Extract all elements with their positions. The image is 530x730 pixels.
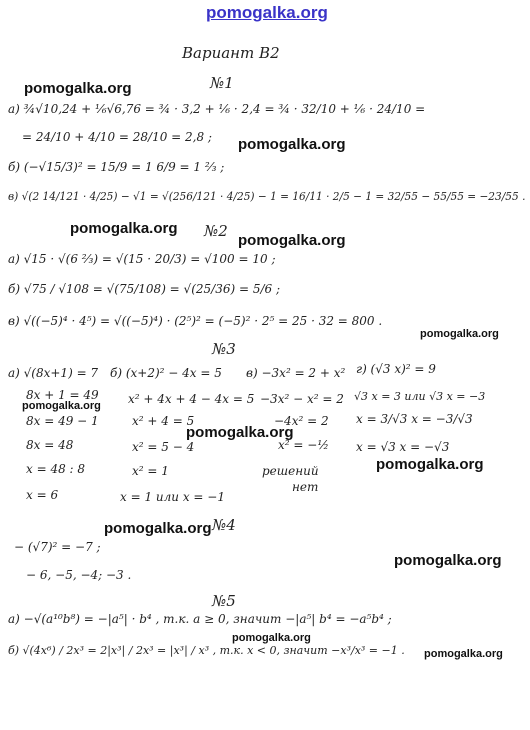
task-3d-line: x = √3 x = −√3 (356, 440, 450, 454)
task-3c-line: нет (292, 480, 319, 494)
watermark-text: pomogalka.org (24, 80, 132, 97)
task-3c-line: в) −3x² = 2 + x² (246, 366, 346, 380)
watermark-text: pomogalka.org (376, 456, 484, 473)
task-4-line-2: − 6, −5, −4; −3 . (26, 568, 132, 582)
task-3c-line: −3x² − x² = 2 (260, 392, 344, 406)
task-5-number: №5 (212, 592, 236, 610)
task-5-line-a: а) −√(a¹⁰b⁸) = −|a⁵| · b⁴ , т.к. a ≥ 0, значит −|a⁵| b⁴ = −a⁵b⁴ ; (8, 612, 392, 626)
task-2-line-a: а) √15 · √(6 ⅔) = √(15 · 20/3) = √100 = 10 ; (8, 252, 276, 266)
watermark-text: pomogalka.org (22, 400, 101, 412)
task-3b-line: x = 1 или x = −1 (120, 490, 225, 504)
task-4-number: №4 (212, 516, 236, 534)
variant-title: Вариант В2 (182, 44, 280, 62)
task-3-number: №3 (212, 340, 236, 358)
task-3b-line: x² + 4 = 5 (132, 414, 195, 428)
task-1-line-b: б) (−√15/3)² = 15/9 = 1 6/9 = 1 ⅔ ; (8, 160, 225, 174)
task-3a-line: 8x + 1 = 49 (26, 388, 99, 402)
watermark-text: pomogalka.org (420, 328, 499, 340)
watermark-text: pomogalka.org (70, 220, 178, 237)
task-3a-line: 8x = 48 (26, 438, 74, 452)
task-2-line-b: б) √75 / √108 = √(75/108) = √(25/36) = 5/6 ; (8, 282, 280, 296)
task-3c-line: x² = −½ (278, 438, 329, 452)
task-1-line-a2: = 24/10 + 4/10 = 28/10 = 2,8 ; (22, 130, 212, 144)
task-3a-line: x = 48 : 8 (26, 462, 86, 476)
task-1-number: №1 (210, 74, 234, 92)
watermark-text: pomogalka.org (424, 648, 503, 660)
task-2-number: №2 (204, 222, 228, 240)
task-1-line-a: а) ¾√10,24 + ⅙√6,76 = ¾ · 3,2 + ⅙ · 2,4 = ¾ · 32/10 + ⅙ · 24/10 = (8, 102, 426, 116)
task-3d-line: г) (√3 x)² = 9 (356, 362, 436, 376)
watermark-text: pomogalka.org (394, 552, 502, 569)
task-3c-line: −4x² = 2 (274, 414, 329, 428)
site-header-link[interactable]: pomogalka.org (206, 3, 328, 22)
watermark-text: pomogalka.org (186, 424, 294, 441)
task-5-line-b: б) √(4x⁶) / 2x³ = 2|x³| / 2x³ = |x³| / x³ , т.к. x < 0, значит −x³/x³ = −1 . (8, 644, 405, 657)
task-3d-line: x = 3/√3 x = −3/√3 (356, 412, 473, 426)
task-3b-line: x² + 4x + 4 − 4x = 5 (128, 392, 255, 406)
task-1-line-c: в) √(2 14/121 · 4/25) − √1 = √(256/121 · 4/25) − 1 = 16/11 · 2/5 − 1 = 32/55 − 55/55 = −23/55 . (8, 190, 526, 203)
task-3b-line: x² = 5 − 4 (132, 440, 195, 454)
task-3c-line: решений (262, 464, 319, 478)
task-3a-line: x = 6 (26, 488, 59, 502)
task-3a-line: а) √(8x+1) = 7 (8, 366, 99, 380)
task-3b-line: б) (x+2)² − 4x = 5 (110, 366, 222, 380)
task-3d-line: √3 x = 3 или √3 x = −3 (354, 390, 486, 403)
task-4-line-1: − (√7)² = −7 ; (14, 540, 101, 554)
watermark-text: pomogalka.org (104, 520, 212, 537)
watermark-text: pomogalka.org (232, 632, 311, 644)
task-3a-line: 8x = 49 − 1 (26, 414, 99, 428)
task-2-line-c: в) √((−5)⁴ · 4⁵) = √((−5)⁴) · (2⁵)² = (−5)² · 2⁵ = 25 · 32 = 800 . (8, 314, 383, 328)
watermark-text: pomogalka.org (238, 136, 346, 153)
watermark-text: pomogalka.org (238, 232, 346, 249)
task-3b-line: x² = 1 (132, 464, 169, 478)
